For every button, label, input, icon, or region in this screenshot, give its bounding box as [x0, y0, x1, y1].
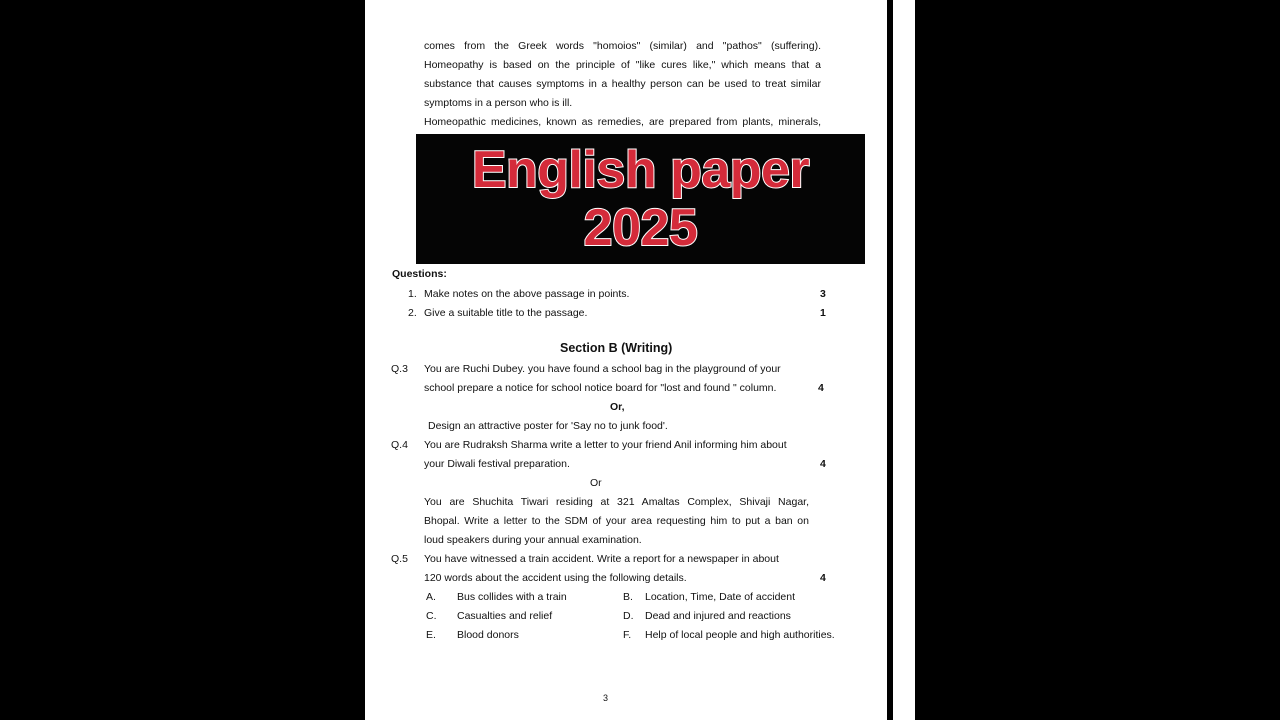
question-number: 2.	[408, 307, 417, 319]
detail-letter: A.	[426, 591, 436, 603]
passage-line: Homeopathic medicines, known as remedies, are prepared from plants, minerals,	[424, 116, 821, 128]
q3-or: Or,	[610, 401, 625, 413]
detail-text: Help of local people and high authorities.	[645, 629, 835, 641]
q5-number: Q.5	[391, 553, 408, 565]
detail-letter: C.	[426, 610, 437, 622]
detail-text: Blood donors	[457, 629, 519, 641]
detail-letter: D.	[623, 610, 634, 622]
q3-number: Q.3	[391, 363, 408, 375]
banner-title: English paper	[471, 141, 810, 199]
passage-line: substance that causes symptoms in a healthy person can be used to treat similar	[424, 78, 821, 90]
q3-text-line: You are Ruchi Dubey. you have found a school bag in the playground of your	[424, 363, 781, 375]
detail-letter: F.	[623, 629, 632, 641]
passage-line: comes from the Greek words "homoios" (similar) and "pathos" (suffering).	[424, 40, 821, 52]
banner-year: 2025	[583, 199, 698, 257]
q3-alternative: Design an attractive poster for 'Say no to junk food'.	[428, 420, 668, 432]
detail-text: Bus collides with a train	[457, 591, 567, 603]
section-title: Section B (Writing)	[560, 341, 673, 355]
q4-alternative-line: Bhopal. Write a letter to the SDM of your area requesting him to put a ban on	[424, 515, 809, 527]
q3-marks: 4	[818, 382, 824, 394]
q3-text-line: school prepare a notice for school notice board for "lost and found " column.	[424, 382, 777, 394]
questions-heading: Questions:	[392, 268, 447, 280]
question-marks: 1	[820, 307, 826, 319]
question-marks: 3	[820, 288, 826, 300]
passage-line: Homeopathy is based on the principle of "like cures like," which means that a	[424, 59, 821, 71]
q4-alternative-line: loud speakers during your annual examination.	[424, 534, 642, 546]
question-text: Give a suitable title to the passage.	[424, 307, 588, 319]
q5-text-line: You have witnessed a train accident. Write a report for a newspaper in about	[424, 553, 779, 565]
q4-or: Or	[590, 477, 602, 489]
q4-number: Q.4	[391, 439, 408, 451]
q4-text-line: You are Rudraksh Sharma write a letter to your friend Anil informing him about	[424, 439, 787, 451]
detail-text: Casualties and relief	[457, 610, 553, 622]
q4-text-line: your Diwali festival preparation.	[424, 458, 570, 470]
page-number: 3	[603, 693, 609, 703]
detail-letter: E.	[426, 629, 436, 641]
next-page-edge	[893, 0, 915, 720]
title-banner	[416, 134, 865, 264]
question-number: 1.	[408, 288, 417, 300]
detail-text: Location, Time, Date of accident	[645, 591, 795, 603]
q4-marks: 4	[820, 458, 826, 470]
q5-marks: 4	[820, 572, 826, 584]
question-text: Make notes on the above passage in points.	[424, 288, 630, 300]
q5-text-line: 120 words about the accident using the following details.	[424, 572, 687, 584]
detail-letter: B.	[623, 591, 633, 603]
passage-line: symptoms in a person who is ill.	[424, 97, 573, 109]
detail-text: Dead and injured and reactions	[645, 610, 791, 622]
q4-alternative-line: You are Shuchita Tiwari residing at 321 Amaltas Complex, Shivaji Nagar,	[424, 496, 809, 508]
